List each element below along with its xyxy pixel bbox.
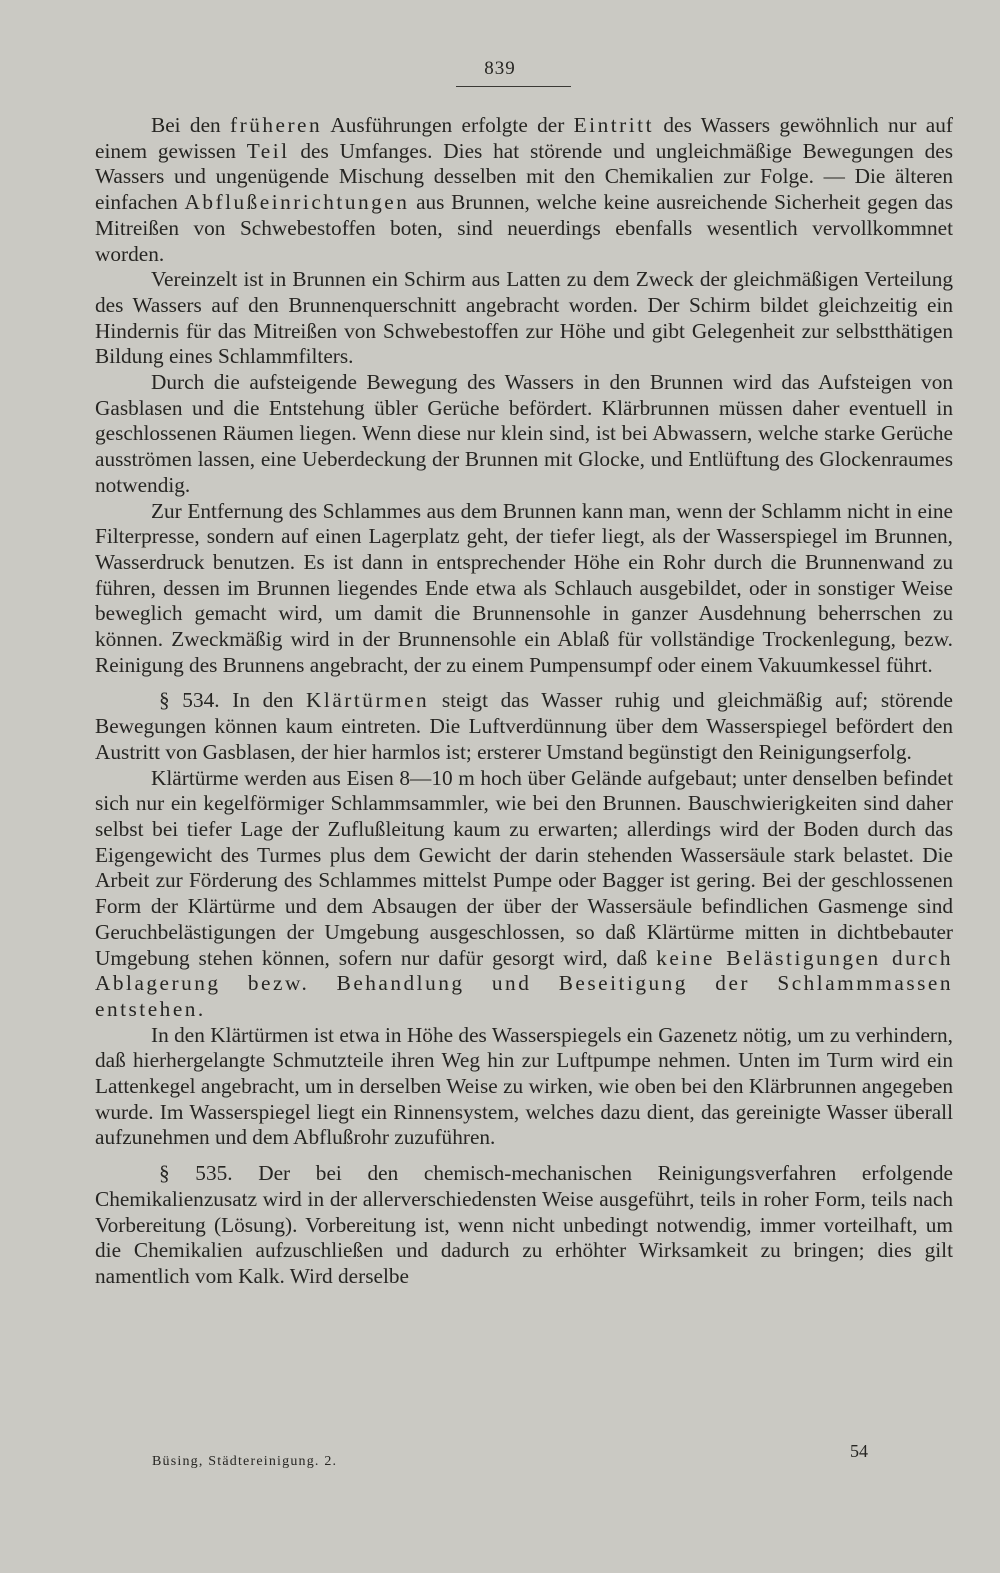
spaced-emphasis: Abflußeinrichtungen (184, 190, 410, 215)
body-text (95, 113, 953, 1290)
text-run: Ausführungen erfolgte der (322, 113, 574, 137)
paragraph-6 (95, 766, 953, 1023)
text-run: § 535. Der bei den chemisch-mechanischen Reinigungsverfahren erfolgende Chemikalienzusatz wird in der allerverschiedensten Weise ausgeführt, teils in roher Form, teils nach Vorbereitung (Lösung). Vorbereitung ist, wenn nicht unbedingt notwendig, immer vorteilhaft, um die Chemikalien aufzuschließen und dadurch zu erhöhter Wirksamkeit zu bringen; dies gilt namentlich vom Kalk. Wird derselbe (95, 1161, 953, 1288)
text-run: des Umfanges. Dies hat störende und ungleichmäßige Bewegungen des Wassers und ungenügende Mischung desselben mit den Chemikalien zur Folge. — Die älteren einfachen (95, 138, 953, 215)
paragraph-2 (95, 267, 953, 370)
header-rule (456, 86, 571, 87)
text-run: steigt das Wasser ruhig und gleichmäßig auf; störende Bewegungen können kaum eintreten. Die Luftverdünnung über dem Wasserspiegel befördert den Austritt von Gasblasen, der hier harmlos ist; ersterer Umstand begünstigt den Reinigungserfolg. (95, 688, 953, 764)
paragraph-4 (95, 499, 953, 679)
spaced-emphasis: Eintritt (573, 113, 655, 137)
text-run: Zur Entfernung des Schlammes aus dem Brunnen kann man, wenn der Schlamm nicht in eine Filterpresse, sondern auf einen Lagerplatz geht, der tiefer liegt, als der Wasserspiegel im Brunnen, Wasserdruck benutzen. Es ist dann in entsprechender Höhe ein Rohr durch die Brunnenwand zu führen, dessen im Brunnen liegendes Ende etwa als Schlauch ausgebildet, oder in sonstiger Weise beweglich gemacht wird, um damit die Brunnensohle in ganzer Ausdehnung beherrschen zu können. Zweckmäßig wird in der Brunnensohle ein Ablaß für vollständige Trockenlegung, bezw. Reinigung des Brunnens angebracht, der zu einem Pumpensumpf oder einem Vakuumkessel führt. (95, 498, 953, 677)
spaced-emphasis: Klärtürmen (306, 688, 430, 713)
paragraph-1 (95, 113, 953, 267)
sheet-number: 54 (850, 1441, 868, 1461)
text-run: Durch die aufsteigende Bewegung des Wassers in den Brunnen wird das Aufsteigen von Gasblasen und die Entstehung übler Gerüche befördert. Klärbrunnen müssen daher eventuell in geschlossenen Räumen liegen. Wenn diese nur klein sind, ist bei Abwassern, welche starke Gerüche ausströmen lassen, eine Ueberdeckung der Brunnen mit Glocke, und Entlüftung des Glockenraumes notwendig. (95, 370, 953, 497)
text-run: Bei den (151, 113, 231, 137)
text-run: des Wassers gewöhnlich nur auf einem gewissen (95, 113, 953, 163)
spaced-emphasis: Teil (246, 138, 290, 163)
text-run: § 534. In den (159, 688, 307, 713)
text-run: Vereinzelt ist in Brunnen ein Schirm aus Latten zu dem Zweck der gleichmäßigen Verteilung des Wassers auf den Brunnenquerschnitt angebracht worden. Der Schirm bildet gleichzeitig ein Hindernis für das Mitreißen von Schwebestoffen zur Höhe und gibt Gelegenheit zur selbstthätigen Bildung eines Schlammfilters. (95, 267, 953, 369)
text-run: aus Brunnen, welche keine ausreichende Sicherheit gegen das Mitreißen von Schwebestoffen boten, sind neuerdings ebenfalls wesentlich vervollkommnet worden. (95, 190, 954, 266)
page-number: 839 (484, 58, 516, 79)
text-run: Klärtürme werden aus Eisen 8—10 m hoch über Gelände aufgebaut; unter denselben befindet sich nur ein kegelförmiger Schlammsammler, wie bei den Brunnen. Bauschwierigkeiten sind daher selbst bei tiefer Lage der Zuflußleitung kaum zu erwarten; allerdings wird der Boden durch das Eigengewicht des Turmes plus dem Gewicht der darin stehenden Wassersäule stark belastet. Die Arbeit zur Förderung des Schlammes mittelst Pumpe oder Bagger ist gering. Bei der geschlossenen Form der Klärtürme und dem Absaugen der über der Wassersäule befindlichen Gasmenge sind Geruchbelästigungen der Umgebung ausgeschlossen, so daß Klärtürme mitten in dichtbebauter Umgebung stehen können, sofern nur dafür gesorgt wird, daß (95, 765, 953, 970)
footer-signature: Büsing, Städtereinigung. 2. (152, 1454, 338, 1469)
section-535 (95, 1161, 953, 1290)
spaced-emphasis: keine Belästigungen durch Ablagerung bezw. Behandlung und Beseitigung der Schlammmassen entstehen. (95, 945, 953, 1021)
paragraph-7 (95, 1023, 953, 1152)
section-534 (95, 688, 953, 765)
text-run: In den Klärtürmen ist etwa in Höhe des Wasserspiegels ein Gazenetz nötig, um zu verhindern, daß hierhergelangte Schmutzteile ihren Weg hin zur Luftpumpe nehmen. Unten im Turm wird ein Lattenkegel angebracht, um in derselben Weise zu wirken, wie oben bei den Klärbrunnen angegeben wurde. Im Wasserspiegel liegt ein Rinnensystem, welches dazu dient, das gereinigte Wasser überall aufzunehmen und dem Abflußrohr zuzuführen. (95, 1022, 953, 1150)
paragraph-3 (95, 370, 953, 499)
spaced-emphasis: früheren (230, 113, 323, 137)
